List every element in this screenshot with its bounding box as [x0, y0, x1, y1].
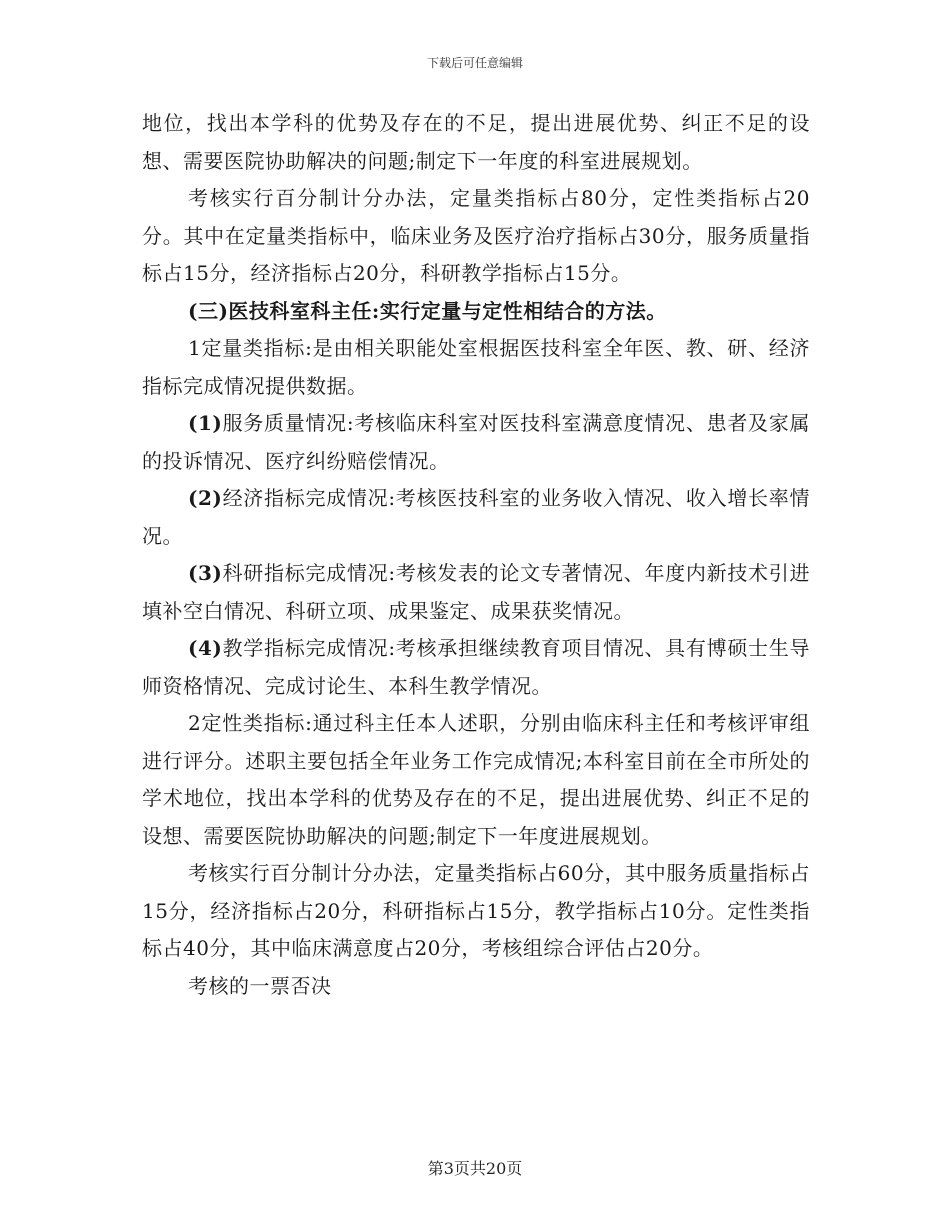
page-footer: 第3页共20页	[427, 1159, 523, 1178]
item-number-1: (1)	[188, 411, 223, 435]
item-text-2: 经济指标完成情况:考核医技科室的业务收入情况、收入增长率情况。	[142, 486, 810, 548]
item-number-2: (2)	[188, 486, 223, 510]
paragraph-item-3	[142, 555, 810, 630]
paragraph-item-2	[142, 480, 810, 555]
paragraph-quantitative: 1定量类指标:是由相关职能处室根据医技科室全年医、教、研、经济指标完成情况提供数据。	[142, 336, 810, 398]
item-number-4: (4)	[188, 636, 223, 660]
page-header: 下载后可任意编辑	[426, 56, 523, 70]
item-text-4: 教学指标完成情况:考核承担继续教育项目情况、具有博硕士生导师资格情况、完成讨论生、本科生教学情况。	[142, 636, 810, 698]
section-heading: (三)医技科室科主任:实行定量与定性相结合的方法。	[188, 298, 667, 323]
paragraph-1: 地位，找出本学科的优势及存在的不足，提出进展优势、纠正不足的设想、需要医院协助解决的问题;制定下一年度的科室进展规划。	[142, 111, 810, 173]
item-text-3: 科研指标完成情况:考核发表的论文专著情况、年度内新技术引进填补空白情况、科研立项、成果鉴定、成果获奖情况。	[142, 561, 810, 623]
paragraph-scoring: 考核实行百分制计分办法，定量类指标占60分，其中服务质量指标占15分，经济指标占20分，科研指标占15分，教学指标占10分。定性类指标占40分，其中临床满意度占20分，考核组综合评估占20分。	[142, 861, 810, 960]
paragraph-qualitative: 2定性类指标:通过科主任本人述职，分别由临床科主任和考核评审组进行评分。述职主要包括全年业务工作完成情况;本科室目前在全市所处的学术地位，找出本学科的优势及存在的不足，提出进展优势、纠正不足的设想、需要医院协助解决的问题;制定下一年度进展规划。	[142, 711, 810, 848]
item-text-1: 服务质量情况:考核临床科室对医技科室满意度情况、患者及家属的投诉情况、医疗纠纷赔偿情况。	[142, 411, 810, 473]
paragraph-2: 考核实行百分制计分办法，定量类指标占80分，定性类指标占20分。其中在定量类指标中，临床业务及医疗治疗指标占30分，服务质量指标占15分，经济指标占20分，科研教学指标占15分。	[142, 186, 810, 285]
document-body	[142, 105, 810, 1005]
item-number-3: (3)	[188, 561, 223, 585]
paragraph-veto: 考核的一票否决	[188, 973, 332, 998]
paragraph-item-4	[142, 630, 810, 705]
paragraph-item-1	[142, 405, 810, 480]
